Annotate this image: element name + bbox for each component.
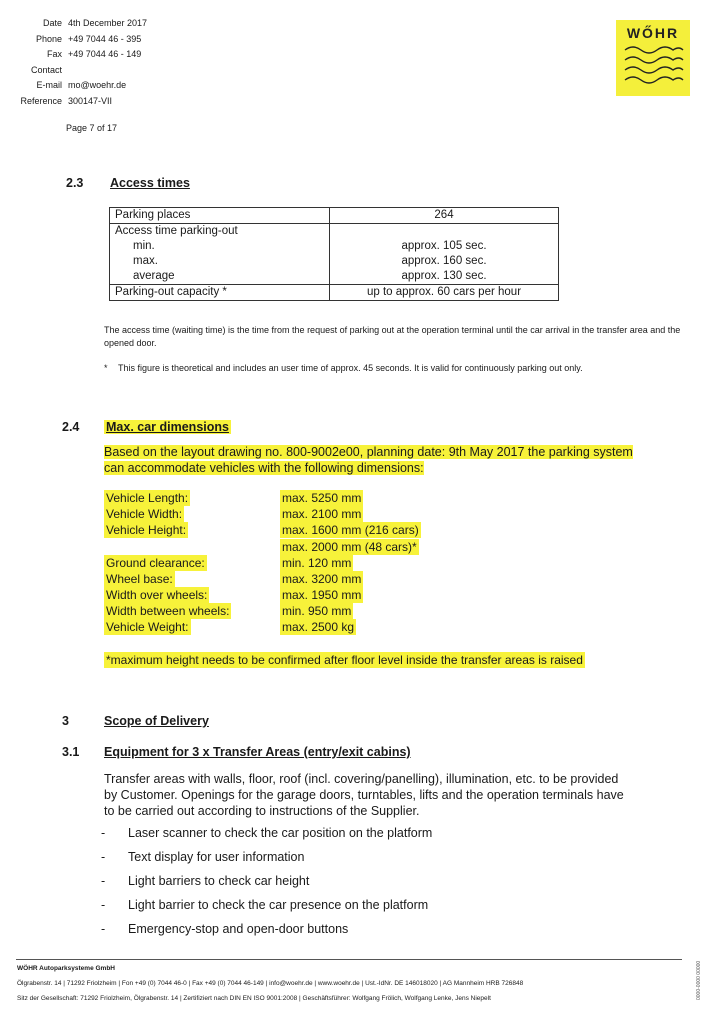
dimension-label: Wheel base: <box>106 572 173 586</box>
table-cell: Parking-out capacity * <box>110 285 330 301</box>
height-footnote: *maximum height needs to be confirmed after floor level inside the transfer areas is raised <box>106 653 583 667</box>
bullet-marker: - <box>101 826 106 840</box>
paragraph-line: to be carried out according to instructions of the Supplier. <box>104 804 420 818</box>
avg-label: average <box>133 270 175 282</box>
bullet-marker: - <box>101 874 106 888</box>
meta-label: E-mail <box>36 80 62 90</box>
meta-label: Phone <box>35 33 62 44</box>
bullet-marker: - <box>101 850 106 864</box>
dimension-value: max. 2100 mm <box>282 507 362 521</box>
transfer-area-paragraph <box>104 771 624 819</box>
dimension-label: Width between wheels: <box>106 604 230 618</box>
section-number: 2.3 <box>66 176 84 190</box>
meta-row-contact <box>8 63 147 79</box>
section-title: Equipment for 3 x Transfer Areas (entry/exit cabins) <box>104 745 411 759</box>
dimension-value: max. 3200 mm <box>282 572 362 586</box>
paragraph-line: Transfer areas with walls, floor, roof (incl. covering/panelling), illumination, etc. to be provided <box>104 772 619 786</box>
dimension-value: max. 2000 mm (48 cars)* <box>282 540 417 554</box>
document-code: 0000-0000 00000 <box>696 960 702 1000</box>
page-number: Page 7 of 17 <box>66 123 118 133</box>
list-item: Emergency-stop and open-door buttons <box>128 922 349 936</box>
footer-registration: Sitz der Gesellschaft: 71292 Friolzheim, Ölgrabenstr. 14 | Zertifiziert nach DIN EN ISO 9001:2008 | Geschäftsführer: Wolfgang Frölich, Wolfgang Lenke, Jens Niepelt <box>17 995 491 1002</box>
dimension-value: min. 120 mm <box>282 556 352 570</box>
min-label: min. <box>133 240 155 252</box>
footer-divider <box>16 959 682 960</box>
section-number: 2.4 <box>62 420 80 434</box>
meta-row-fax <box>8 47 147 63</box>
meta-value: +49 7044 46 - 395 <box>68 33 142 44</box>
meta-row-phone <box>8 32 147 48</box>
list-item: Light barrier to check the car presence on the platform <box>128 898 429 912</box>
meta-label: Date <box>42 18 62 28</box>
dimension-label: Width over wheels: <box>106 588 208 602</box>
meta-label: Contact <box>30 64 62 75</box>
table-row <box>110 208 559 224</box>
section-number: 3.1 <box>62 745 80 759</box>
dimension-value: max. 5250 mm <box>282 491 362 505</box>
meta-value: mo@woehr.de <box>68 80 127 90</box>
woehr-logo <box>616 20 690 96</box>
dimension-label: Vehicle Length: <box>106 491 189 505</box>
header-meta <box>8 16 147 109</box>
logo-waves-icon <box>621 44 685 92</box>
dimension-label: Vehicle Height: <box>106 523 187 537</box>
dimension-label: Vehicle Weight: <box>106 620 189 634</box>
max-value: approx. 160 sec. <box>401 255 487 267</box>
avg-value: approx. 130 sec. <box>401 270 487 282</box>
bullet-marker: - <box>101 898 106 912</box>
footnote-marker: * <box>104 363 108 373</box>
logo-text: WŐHR <box>626 25 680 41</box>
meta-label: Fax <box>46 49 62 59</box>
table-row <box>110 224 559 285</box>
dimension-value: min. 950 mm <box>282 604 352 618</box>
table-cell: up to approx. 60 cars per hour <box>330 285 559 301</box>
paragraph-line: by Customer. Openings for the garage doors, turntables, lifts and the operation terminals have <box>104 788 624 802</box>
section-title: Max. car dimensions <box>106 420 229 434</box>
table-cell: Parking places <box>110 208 330 224</box>
dimension-value: max. 1600 mm (216 cars) <box>282 523 419 537</box>
meta-value: 300147-VII <box>68 95 113 106</box>
meta-label: Reference <box>20 95 62 106</box>
dimensions-intro <box>104 444 633 476</box>
dimension-value: max. 1950 mm <box>282 588 362 602</box>
table-row <box>110 285 559 301</box>
access-times-table <box>109 207 559 301</box>
min-value: approx. 105 sec. <box>401 240 487 252</box>
theoretical-note: This figure is theoretical and includes an user time of approx. 45 seconds. It is valid for continuously parking out only. <box>118 363 583 373</box>
section-number: 3 <box>62 714 69 728</box>
section-title: Scope of Delivery <box>104 714 209 728</box>
bullet-marker: - <box>101 922 106 936</box>
table-cell <box>110 224 330 285</box>
intro-line: Based on the layout drawing no. 800-9002e00, planning date: 9th May 2017 the parking system <box>104 445 633 459</box>
list-item: Light barriers to check car height <box>128 874 310 888</box>
meta-value: 4th December 2017 <box>68 18 148 28</box>
meta-row-reference <box>8 94 147 110</box>
section-title: Access times <box>110 176 190 190</box>
max-label: max. <box>133 255 158 267</box>
list-item: Text display for user information <box>128 850 305 864</box>
dimension-value: max. 2500 kg <box>282 620 355 634</box>
meta-row-date <box>8 16 147 32</box>
dimension-label: Vehicle Width: <box>106 507 183 521</box>
dimension-label: Ground clearance: <box>106 556 205 570</box>
list-item: Laser scanner to check the car position on the platform <box>128 826 433 840</box>
intro-line: can accommodate vehicles with the following dimensions: <box>104 461 424 475</box>
table-cell: 264 <box>330 208 559 224</box>
access-note: The access time (waiting time) is the time from the request of parking out at the operation terminal until the car arrival in the transfer area and the opened door. <box>104 325 681 348</box>
footer-address: Ölgrabenstr. 14 | 71292 Friolzheim | Fon +49 (0) 7044 46-0 | Fax +49 (0) 7044 46-149 | info@woehr.de | www.woehr.de | Ust.-IdNr. DE 146018020 | AG Mannheim HRB 726848 <box>17 980 524 987</box>
access-label: Access time parking-out <box>115 225 238 237</box>
meta-value: +49 7044 46 - 149 <box>68 49 142 59</box>
table-cell <box>330 224 559 285</box>
meta-row-email <box>8 78 147 94</box>
footer-company: WÖHR Autoparksysteme GmbH <box>17 965 115 972</box>
